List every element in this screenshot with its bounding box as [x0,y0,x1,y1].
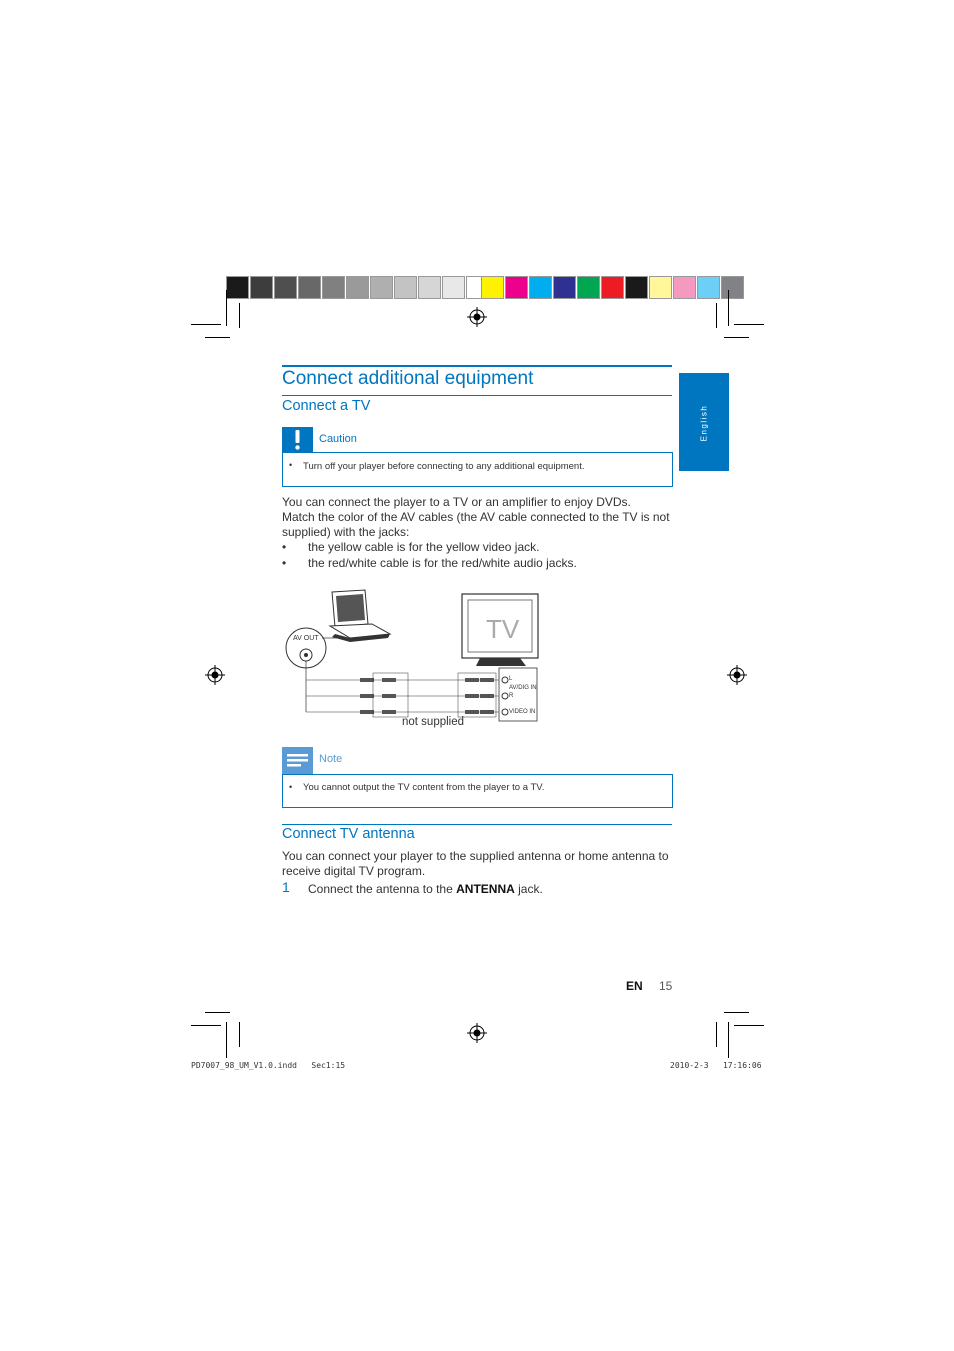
list-item: the yellow cable is for the yellow video jack. [308,540,540,554]
intro-line-3: supplied) with the jacks: [282,525,410,539]
gray-color-bar [226,276,490,299]
color-swatch [370,276,393,299]
connection-diagram [280,582,545,732]
color-swatch [721,276,744,299]
color-swatch [601,276,624,299]
crop-mark [191,1025,221,1026]
section-heading-tv: Connect a TV [282,398,371,414]
registration-mark-icon [205,665,225,685]
caution-text: Turn off your player before connecting to any additional equipment. [303,461,585,472]
jack-video-label: VIDEO IN [509,709,536,715]
bullet: • [282,556,287,570]
color-swatch [673,276,696,299]
color-swatch [649,276,672,299]
color-swatch [322,276,345,299]
crop-mark [728,1022,729,1058]
dvd-player-icon [330,590,390,642]
caution-icon [282,427,313,452]
av-out-label: AV OUT [293,635,319,642]
color-swatch [442,276,465,299]
title-rule-bottom [282,395,672,396]
section-heading-antenna: Connect TV antenna [282,826,415,842]
step-text-post: jack. [514,882,543,896]
note-box [282,774,673,808]
crop-mark [205,337,230,338]
page-number: 15 [659,979,673,993]
bullet: • [289,460,293,470]
title-rule-top [282,365,672,367]
crop-mark [205,1012,230,1013]
antenna-line-1: You can connect your player to the supplied antenna or home antenna to [282,849,669,863]
color-swatch [226,276,249,299]
crop-mark [724,1012,749,1013]
caution-label: Caution [319,433,357,445]
color-swatch [418,276,441,299]
process-color-bar [481,276,745,299]
color-swatch [553,276,576,299]
jack-audio-label: AV/DIG IN [509,685,537,691]
list-item: the red/white cable is for the red/white audio jacks. [308,556,577,570]
note-text: You cannot output the TV content from the player to a TV. [303,782,545,793]
tv-screen-label: TV [486,614,520,644]
color-swatch [529,276,552,299]
intro-line-2: Match the color of the AV cables (the AV cable connected to the TV is not [282,510,670,524]
crop-mark [226,1022,227,1058]
jack-l-label: L [509,676,513,682]
intro-line-1: You can connect the player to a TV or an amplifier to enjoy DVDs. [282,495,631,509]
page-title: Connect additional equipment [282,368,534,389]
color-swatch [625,276,648,299]
crop-mark [716,1022,717,1047]
crop-mark [239,303,240,328]
footer-file: PD7007_98_UM_V1.0.indd Sec1:15 [191,1061,346,1070]
crop-mark [734,324,764,325]
crop-mark [226,290,227,326]
step-number: 1 [282,879,290,895]
color-swatch [505,276,528,299]
antenna-line-2: receive digital TV program. [282,864,426,878]
caution-box [282,452,673,487]
step-text-pre: Connect the antenna to the [308,882,457,896]
registration-mark-icon [467,1023,487,1043]
page-language: EN [626,979,643,993]
bullet: • [289,782,293,792]
crop-mark [716,303,717,328]
registration-mark-icon [727,665,747,685]
crop-mark [191,324,221,325]
crop-mark [724,337,749,338]
color-swatch [697,276,720,299]
antenna-rule [282,824,672,825]
step-text [308,882,543,897]
color-swatch [250,276,273,299]
color-swatch [394,276,417,299]
crop-mark [239,1022,240,1047]
language-label: English [699,404,709,442]
color-swatch [481,276,504,299]
footer-date: 2010-2-3 17:16:06 [670,1061,762,1070]
color-swatch [274,276,297,299]
bullet: • [282,540,287,554]
color-swatch [346,276,369,299]
color-swatch [298,276,321,299]
jack-r-label: R [509,693,514,699]
registration-mark-icon [467,307,487,327]
not-supplied-label: not supplied [402,716,465,728]
note-label: Note [319,753,343,765]
color-swatch [577,276,600,299]
crop-mark [728,290,729,326]
step-text-bold: ANTENNA [456,882,515,896]
crop-mark [734,1025,764,1026]
note-icon [282,747,313,774]
language-tab [679,373,729,471]
